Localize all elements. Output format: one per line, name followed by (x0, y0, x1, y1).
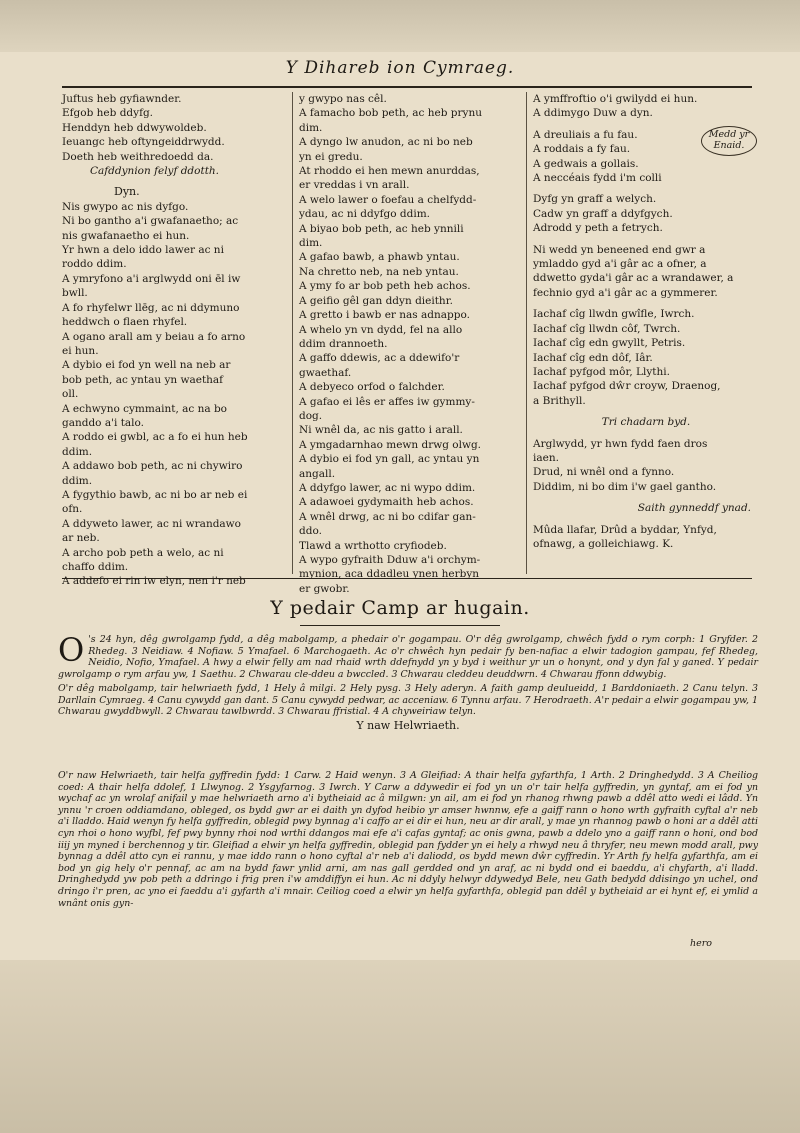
text-line: ymladdo gyd a'i gâr ac a ofner, a (533, 258, 707, 271)
text-line: yn ei gredu. (299, 150, 363, 163)
text-line: bob peth, ac yntau yn waethaf (62, 373, 224, 386)
text-line: oll. (62, 388, 79, 401)
text-line: ddo. (299, 525, 322, 538)
running-head: Y Dihareb ion Cymraeg. (285, 58, 515, 78)
text-line: Cadw yn graff a ddyfgych. (533, 207, 673, 220)
stanza-gap (533, 516, 759, 523)
text-line: Iachaf cîg llwdn côf, Twrch. (533, 322, 681, 335)
text-line: dog. (299, 409, 323, 422)
stanza-gap (533, 408, 759, 415)
text-line: nis gwafanaetho ei hun. (62, 229, 190, 242)
text-line: A wnêl drwg, ac ni bo cdifar gan- (299, 510, 476, 523)
text-line: A fygythio bawb, ac ni bo ar neb ei (62, 488, 248, 501)
stanza-gap (533, 185, 759, 192)
text-line: Iachaf cîg edn dôf, Iâr. (533, 351, 653, 364)
text-line: A gafao ei lês er affes iw gymmy- (299, 395, 475, 408)
text-line: Ni bo gantho a'i gwafanaetho; ac (62, 215, 239, 228)
text-line: Ni wnêl da, ac nis gatto i arall. (299, 424, 463, 437)
body-paragraph-2: O'r naw Helwriaeth, tair helfa gyffredin fydd: 1 Carw. 2 Haid wenyn. 3 A Gleifiad: A thair helfa gyfarthfa, 1 Arth. 2 Dringhedydd. 3 A Cheiliog coed: A thair helfa ddolef, 1 Llwynog. 2 Ysgyfarnog. 3 Iwrch. Y Carw a ddywedir ei fod yn un o'r tair helfa gyffredin, yn gyntaf, am ei fod yn wychaf ac yn wrolaf anifail y mae helwriaeth arno a'i bytheiaid ac â milgwn: yn ail, am ei fod yn rhanog rhwng pawb a ddêl atto wedi ei lâdd. Yn ynnu 'r croen oddiamdano, obleged, os bydd gwr ar ei daith yn dyfod heibio yr amser hwnnw, efe a gaiff rann o hono wrth gyfraith cyftal a'r neb a'i lladdo. Haid wenyn fy helfa gyffredin, oblegid pwy bynnag a'i caffo ar ei dir ei hun, neu ar dir arall, y mae yn rhannog pawb o honi ar a ddêl atti cyn rhoi o hono wyfbl, fef pwy bynny rhoi nod wrthi ddangos mai efe a'i cafas gyntaf; ac onis gwna, pawb a ddelo yno a gaiff rann o honi, ond bod iiij yn myned i berchennog y tir. Gleifiad a elwir yn helfa gyffredin, oblegid pan fydder yn ei hely a rhwyd neu â thryfer, neu mewn modd arall, pwy bynnag a ddêl atto cyn ei rannu, y mae iddo rann o hono cyftal a'r neb a'i daliodd, os bydd mewn dŵr cyffredin. Yr Arth fy helfa gyfarthfa, am ei bod yn gig hely o'r pennaf, ac am na bydd fawr ynlid arni, am nas gall gerdded ond yn araf, ac ni bydd ond ei baeddu, a'i chyfarth, a'i lladd. Dringhedydd yw pob peth a ddringo i frig pren i'w amddiffyn ei hun. Ac ni ddyly helwyr ddywedyd Bele, neu Gath bedydd ddisingo yn uchel, ond dringo i'r pren, ac yno ei faeddu a'i gyfarth a'i mnair. Ceiliog coed a elwir yn helfa gyfarthfa, oblegid pan ddêl y bytheiaid ar ei hynt ef, ei ymlid a wnânt onis gyn- (58, 770, 758, 909)
section-intro (58, 631, 758, 681)
text-line: A geifio gêl gan ddyn dieithr. (299, 294, 453, 307)
text-line: heddwch o flaen rhyfel. (62, 316, 188, 329)
catchword: hero (690, 938, 713, 949)
text-line: A roddais a fy fau. (533, 143, 631, 156)
text-line: A echwyno cymmaint, ac na bo (62, 402, 228, 415)
text-line: er vreddas i vn arall. (299, 179, 410, 192)
text-line: A biyao bob peth, ac heb ynnili (299, 222, 464, 235)
text-line: A dybio ei fod yn gall, ac yntau yn (299, 453, 480, 466)
subhead-paragraph-1: O'r dêg mabolgamp, tair helwriaeth fydd, 1 Hely â milgi. 2 Hely pysg. 3 Hely aderyn. A faith gamp deulueidd, 1 Barddoniaeth. 2 Canu telyn. 3 Darllain Cymraeg. 4 Canu cywydd gan dant. 5 Canu cywydd pedwar, ac acceniaw. 6 Tynnu arfau. 7 Herodraeth. A'r pedair a elwir gogampau yw, 1 Chwarau gwyddbwyll. 2 Chwarau tawlbwrdd. 3 Chwarau ffristial. 4 A chyweiriaw telyn. (58, 682, 758, 718)
text-line: A fo rhyfelwr llēg, ac ni ddymuno (62, 301, 240, 314)
text-line: Diddim, ni bo dim i'w gael gantho. (533, 480, 717, 493)
text-line: ei hun. (62, 344, 99, 357)
text-line: Henddyn heb ddwywoldeb. (62, 121, 207, 134)
text-line: At rhoddo ei hen mewn anurddas, (299, 165, 480, 178)
text-line: ofnawg, a golleichiawg. K. (533, 537, 674, 550)
text-line: gwaethaf. (299, 366, 352, 379)
section-rule-top (62, 578, 752, 579)
text-line: Tlawd a wrthotto cryfiodeb. (299, 539, 447, 552)
text-line: chaffo ddim. (62, 561, 129, 573)
text-line: A gaffo ddewis, ac a ddewifo'r (299, 352, 460, 365)
text-line: A ddyweto lawer, ac ni wrandawo (62, 517, 241, 530)
text-line: A gretto i bawb er nas adnappo. (299, 309, 470, 322)
page-top-edge (0, 0, 800, 52)
text-line: A famacho bob peth, ac heb prynu (299, 107, 482, 120)
text-line: Nis gwypo ac nis dyfgo. (62, 200, 189, 213)
text-line: Arglwydd, yr hwn fydd faen dros (533, 437, 708, 450)
text-line: Tri chadarn byd. (601, 416, 691, 429)
page-bottom-edge (0, 960, 800, 1133)
stanza-gap (533, 300, 759, 307)
text-line: Yr hwn a delo iddo lawer ac ni (62, 244, 224, 257)
text-line: Drud, ni wnêl ond a fynno. (533, 466, 675, 479)
text-line: ar neb. (62, 532, 100, 545)
text-line: y gwypo nas cêl. (299, 93, 387, 105)
text-line: ganddo a'i talo. (62, 416, 145, 429)
text-line: A debyeco orfod o falchder. (299, 381, 445, 394)
text-line: ddim. (62, 474, 93, 487)
three-column-text (62, 92, 752, 595)
text-line: ydau, ac ni ddyfgo ddim. (299, 208, 431, 221)
text-line: A ymryfono a'i arglwydd oni ēl iw (62, 272, 241, 285)
text-line: A ddimygo Duw a dyn. (533, 107, 653, 120)
text-line: A ymffroftio o'i gwilydd ei hun. (533, 93, 698, 105)
text-line: A wypo gyfraith Dduw a'i orchym- (299, 554, 481, 566)
stanza-gap (533, 494, 759, 501)
subheading-naw-helwriaeth: Y naw Helwriaeth. (356, 718, 460, 732)
stanza-gap (533, 430, 759, 437)
section-title: Y pedair Camp ar hugain. (270, 597, 530, 619)
text-line: mynion, aca ddadleu ynen herbyn (299, 568, 480, 581)
text-line: Cafddynion felyf ddotth. (90, 165, 220, 178)
text-line: fechnio gyd a'i gâr ac a gymmerer. (533, 286, 718, 299)
text-line: dim. (299, 237, 323, 250)
text-line: Iachaf pyfgod môr, Llythi. (533, 365, 670, 378)
text-line: bwll. (62, 287, 88, 300)
text-line: Efgob heb ddyfg. (62, 107, 154, 120)
text-line: a Brithyll. (533, 394, 586, 407)
column-right (526, 92, 759, 574)
text-line: A archo pob peth a welo, ac ni (62, 546, 224, 559)
drop-cap: O (58, 631, 85, 669)
text-line: angall. (299, 467, 336, 480)
text-line: A dreuliais a fu fau. (533, 128, 638, 141)
text-line: A whelo yn vn dydd, fel na allo (299, 323, 463, 336)
section-body-continued (58, 770, 758, 950)
text-line: A gedwais a gollais. (533, 157, 639, 170)
text-line: roddo ddim. (62, 258, 127, 271)
stanza-gap (533, 236, 759, 243)
text-line: Iachaf cîg llwdn gwîfle, Iwrch. (533, 308, 695, 321)
text-line: A ymgadarnhao mewn drwg olwg. (299, 438, 482, 451)
text-line: iaen. (533, 451, 559, 464)
text-line: Juftus heb gyfiawnder. (62, 93, 182, 105)
text-line: A ddyfgo lawer, ac ni wypo ddim. (299, 481, 476, 494)
text-line: ddim. (62, 445, 93, 458)
stanza-gap (62, 178, 284, 185)
text-line: A dybio ei fod yn well na neb ar (62, 359, 231, 372)
text-line: Dyfg yn graff a welych. (533, 193, 657, 206)
text-line: Iachaf pyfgod dŵr croyw, Draenog, (533, 380, 721, 393)
section-intro-text: 's 24 hyn, dêg gwrolgamp fydd, a dêg mabolgamp, a phedair o'r gogampau. O'r dêg gwrolgamp, chwêch fydd o rym corph: 1 Gryfder. 2 Rhedeg. 3 Neidiaw. 4 Nofiaw. 5 Ymafael. 6 Marchogaeth. Ac o'r chwêch hyn pedair fy ben-nafiac a elwir tadogion gampau, fef Rhedeg, Neidio, Nofio, Ymafael. A hwy a elwir felly am nad rhaid wrth ddefnydd yn y byd i weithur yr un o honynt, ond y dyn fal y ganed. Y pedair gwrolgamp o rym arfau yw, 1 Saethu. 2 Chwarau cle-ddeu a bwccled. 3 Chwarau cleddeu deuddwrn. 4 Chwarau ffonn ddwybig. (58, 634, 758, 681)
margin-note: Medd yr Enaid. (701, 126, 757, 156)
text-line: Iachaf cîg edn gwyllt, Petris. (533, 337, 686, 350)
column-middle (292, 92, 521, 595)
text-line: ofn. (62, 503, 83, 516)
text-line: Mûda llafar, Drûd a byddar, Ynfyd, (533, 523, 717, 536)
text-line: A ogano arall am y beiau a fo arno (62, 330, 246, 343)
text-line: dim. (299, 121, 323, 134)
text-line: Na chretto neb, na neb yntau. (299, 265, 459, 278)
header-rule (62, 86, 752, 88)
text-line: Ni wedd yn beneened end gwr a (533, 243, 706, 256)
text-line: er gwobr. (299, 582, 350, 595)
section-title-underline (300, 625, 500, 626)
text-line: A gafao bawb, a phawb yntau. (299, 251, 460, 264)
text-line: A neccéais fydd i'm colli (533, 172, 662, 185)
text-line: A dyngo lw anudon, ac ni bo neb (299, 136, 473, 149)
text-line: Dyn. (114, 185, 140, 199)
text-line: ddim drannoeth. (299, 337, 388, 350)
text-line: ddwetto gyda'i gâr ac a wrandawer, a (533, 272, 734, 285)
column-left (62, 92, 284, 588)
text-line: Adrodd y peth a fetrych. (533, 222, 663, 235)
text-line: A addefo ei rin iw elyn, nen i'r neb (62, 575, 246, 588)
text-line: A adawoei gydymaith heb achos. (299, 496, 474, 509)
text-line: Ieuangc heb oftyngeiddrwydd. (62, 136, 225, 149)
text-line: A roddo ei gwbl, ac a fo ei hun heb (62, 431, 248, 444)
text-line: A ymy fo ar bob peth heb achos. (299, 280, 471, 293)
text-line: Doeth heb weithredoedd da. (62, 150, 214, 163)
text-line: A addawo bob peth, ac ni chywiro (62, 460, 243, 473)
text-line: Saith gynneddf ynad. (637, 502, 751, 515)
text-line: A welo lawer o foefau a chelfydd- (299, 193, 477, 206)
